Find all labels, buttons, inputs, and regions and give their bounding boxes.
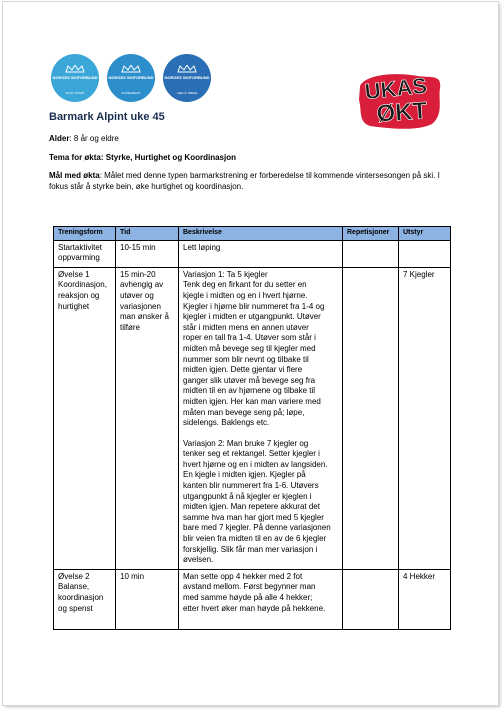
- cell-tid-line: man ønsker å: [120, 312, 169, 322]
- cell-tid-line: 15 min-20: [120, 269, 156, 279]
- cell-utstyr: [399, 240, 451, 267]
- cell-treningsform-line: Øvelse 2: [58, 571, 90, 581]
- cell-beskrivelse: [179, 569, 343, 629]
- cell-beskrivelse-line: blir veien fra midten til en av de 6 kjegler: [183, 534, 327, 544]
- ukas-okt-logo: [356, 70, 446, 130]
- cell-beskrivelse-line: tenker seg et rektangel. Setter kjegler i: [183, 449, 320, 459]
- badge-sub: LÆR Å TRENE: [176, 91, 198, 95]
- badge-sub: AKTIV START: [65, 91, 85, 95]
- cell-tid: [116, 569, 179, 629]
- alder-value: : 8 år og eldre: [69, 134, 119, 143]
- cell-tid-line: 10-15 min: [120, 242, 156, 252]
- cell-beskrivelse-line: kjegle i midten og en i hvert hjørne.: [183, 290, 308, 300]
- cell-beskrivelse-line: Lett løping: [183, 242, 221, 252]
- maal-line: [49, 170, 459, 192]
- cell-beskrivelse-line: kjegler i midten er utgangpunkt. Utøver: [183, 312, 321, 322]
- cell-treningsform-line: oppvarming: [58, 253, 100, 263]
- paragraph-gap: [183, 429, 338, 439]
- badge-aktiv-start: [51, 54, 99, 102]
- tema-line: [49, 152, 459, 163]
- cell-tid-line: utøver og: [120, 290, 154, 300]
- cell-beskrivelse-line: Tenk deg en firkant for du setter en: [183, 280, 307, 290]
- cell-treningsform-line: hurtighet: [58, 301, 90, 311]
- cell-beskrivelse-line: samme hva man har gjort med 5 kjegler: [183, 512, 324, 522]
- cell-tid: [116, 267, 179, 569]
- cell-beskrivelse-line: midten igjen. Dette gjentar vi flere: [183, 365, 303, 375]
- cell-beskrivelse-line: kanten blir nummerert fra 1-6. Utøvers: [183, 481, 319, 491]
- cell-beskrivelse-line: forskjellig. Slik får man mer variasjon i: [183, 544, 318, 554]
- svg-text:UKAS: UKAS: [363, 72, 429, 105]
- table-header-row: [54, 227, 451, 241]
- cell-repetisjoner: [343, 240, 399, 267]
- col-header-utstyr: Utstyr: [399, 227, 451, 241]
- cell-treningsform-line: koordinasjon: [58, 593, 104, 602]
- maal-value: : Målet med denne typen barmarkstrening er forberedelse til kommende vintersesongen på ski. I fokus står å styrke bein, øke hurtighet og koordinasjon.: [49, 171, 440, 191]
- cell-beskrivelse-line: Man sette opp 4 hekker med 2 fot: [183, 571, 303, 581]
- table-row: [54, 569, 451, 629]
- col-header-tid: Tid: [116, 227, 179, 241]
- skiforbund-crown-icon: [177, 65, 197, 73]
- cell-beskrivelse-line: sidelengs. Baklengs etc.: [183, 418, 270, 428]
- badge-laer-aa-trene: [163, 54, 211, 102]
- cell-utstyr: 4 Hekker: [399, 569, 451, 629]
- cell-treningsform: [54, 267, 116, 569]
- cell-beskrivelse-line: måten man bevege seng på; løpe,: [183, 407, 305, 417]
- maal-label: Mål med økta: [49, 171, 100, 180]
- col-header-beskrivelse: Beskrivelse: [179, 227, 343, 241]
- badge-fundament: [107, 54, 155, 102]
- cell-beskrivelse-line: hvert hjørne og en i midten av langsiden.: [183, 459, 328, 469]
- cell-treningsform-line: og spenst: [58, 603, 93, 613]
- cell-beskrivelse-line: ganger slik utøver må bevege seg fra: [183, 375, 316, 385]
- cell-utstyr: 7 Kjegler: [399, 267, 451, 569]
- tema-value: Styrke, Hurtighet og Koordinasjon: [103, 153, 236, 162]
- tema-label: Tema for økta:: [49, 153, 104, 162]
- cell-beskrivelse-line: etter hvert øker man høyde på hekkene.: [183, 603, 326, 613]
- cell-beskrivelse-line: avstand mellom. Først begynner man: [183, 582, 316, 592]
- svg-text:ØKT: ØKT: [375, 97, 429, 128]
- cell-beskrivelse-line: med samme høyde på alle 4 hekker;: [183, 593, 313, 602]
- alder-line: [49, 133, 459, 144]
- cell-treningsform-line: Startaktivitet: [58, 242, 103, 252]
- table-row: [54, 267, 451, 569]
- cell-beskrivelse-line: Variasjon 1: Ta 5 kjegler: [183, 269, 268, 279]
- cell-tid-line: variasjonen: [120, 301, 161, 311]
- cell-beskrivelse-line: midten må bevege seg til kjegler med: [183, 343, 316, 353]
- cell-treningsform-line: reaksjon og: [58, 290, 100, 300]
- cell-beskrivelse-line: bare med 7 kjegler. På denne variasjonen: [183, 523, 331, 533]
- cell-repetisjoner: [343, 569, 399, 629]
- cell-treningsform: [54, 240, 116, 267]
- cell-tid-line: tilføre: [120, 322, 140, 332]
- cell-beskrivelse: [179, 240, 343, 267]
- cell-beskrivelse-line: Variasjon 2: Man bruke 7 kjegler og: [183, 438, 309, 448]
- cell-beskrivelse-line: En kjegle i midten igjen. Kjegler på: [183, 470, 306, 480]
- badge-label: NORGES SKIFORBUND: [164, 75, 210, 80]
- training-table: [53, 226, 451, 630]
- badge-sub: FUNDAMENT: [121, 91, 141, 95]
- cell-beskrivelse-line: Kjegler i hjørne blir nummeret fra 1-4 og: [183, 301, 325, 311]
- cell-tid-line: avhengig av: [120, 280, 164, 290]
- cell-beskrivelse-line: roper en tall fra 1-4. Utøver som står i: [183, 333, 316, 343]
- cell-repetisjoner: [343, 267, 399, 569]
- cell-treningsform: [54, 569, 116, 629]
- cell-beskrivelse-line: står i midten mens en annen utøver: [183, 322, 309, 332]
- document-title: Barmark Alpint uke 45: [49, 111, 165, 123]
- skiforbund-crown-icon: [65, 65, 85, 73]
- cell-tid-line: 10 min: [120, 571, 145, 581]
- cell-beskrivelse: [179, 267, 343, 569]
- skiforbund-crown-icon: [121, 65, 141, 73]
- cell-treningsform-line: Balanse,: [58, 582, 90, 592]
- cell-treningsform-line: Koordinasjon,: [58, 280, 107, 290]
- col-header-treningsform: Treningsform: [54, 227, 116, 241]
- badge-label: NORGES SKIFORBUND: [52, 75, 98, 80]
- cell-beskrivelse-line: midten igjen. Man repetere akkurat det: [183, 502, 320, 512]
- cell-beskrivelse-line: øvelsen.: [183, 555, 214, 565]
- alder-label: Alder: [49, 134, 70, 143]
- cell-beskrivelse-line: nummer som blir nevnt og tilbake til: [183, 354, 309, 364]
- cell-beskrivelse-line: utgangpunkt å nå kjegler er kjeglen i: [183, 491, 312, 501]
- cell-beskrivelse-line: midten til en av hjørnene og tilbake til: [183, 386, 316, 396]
- table-row: [54, 240, 451, 267]
- cell-beskrivelse-line: midten igjen. Her kan man variere med: [183, 396, 321, 406]
- cell-tid: [116, 240, 179, 267]
- cell-treningsform-line: Øvelse 1: [58, 269, 90, 279]
- badge-label: NORGES SKIFORBUND: [108, 75, 154, 80]
- col-header-repetisjoner: Repetisjoner: [343, 227, 399, 241]
